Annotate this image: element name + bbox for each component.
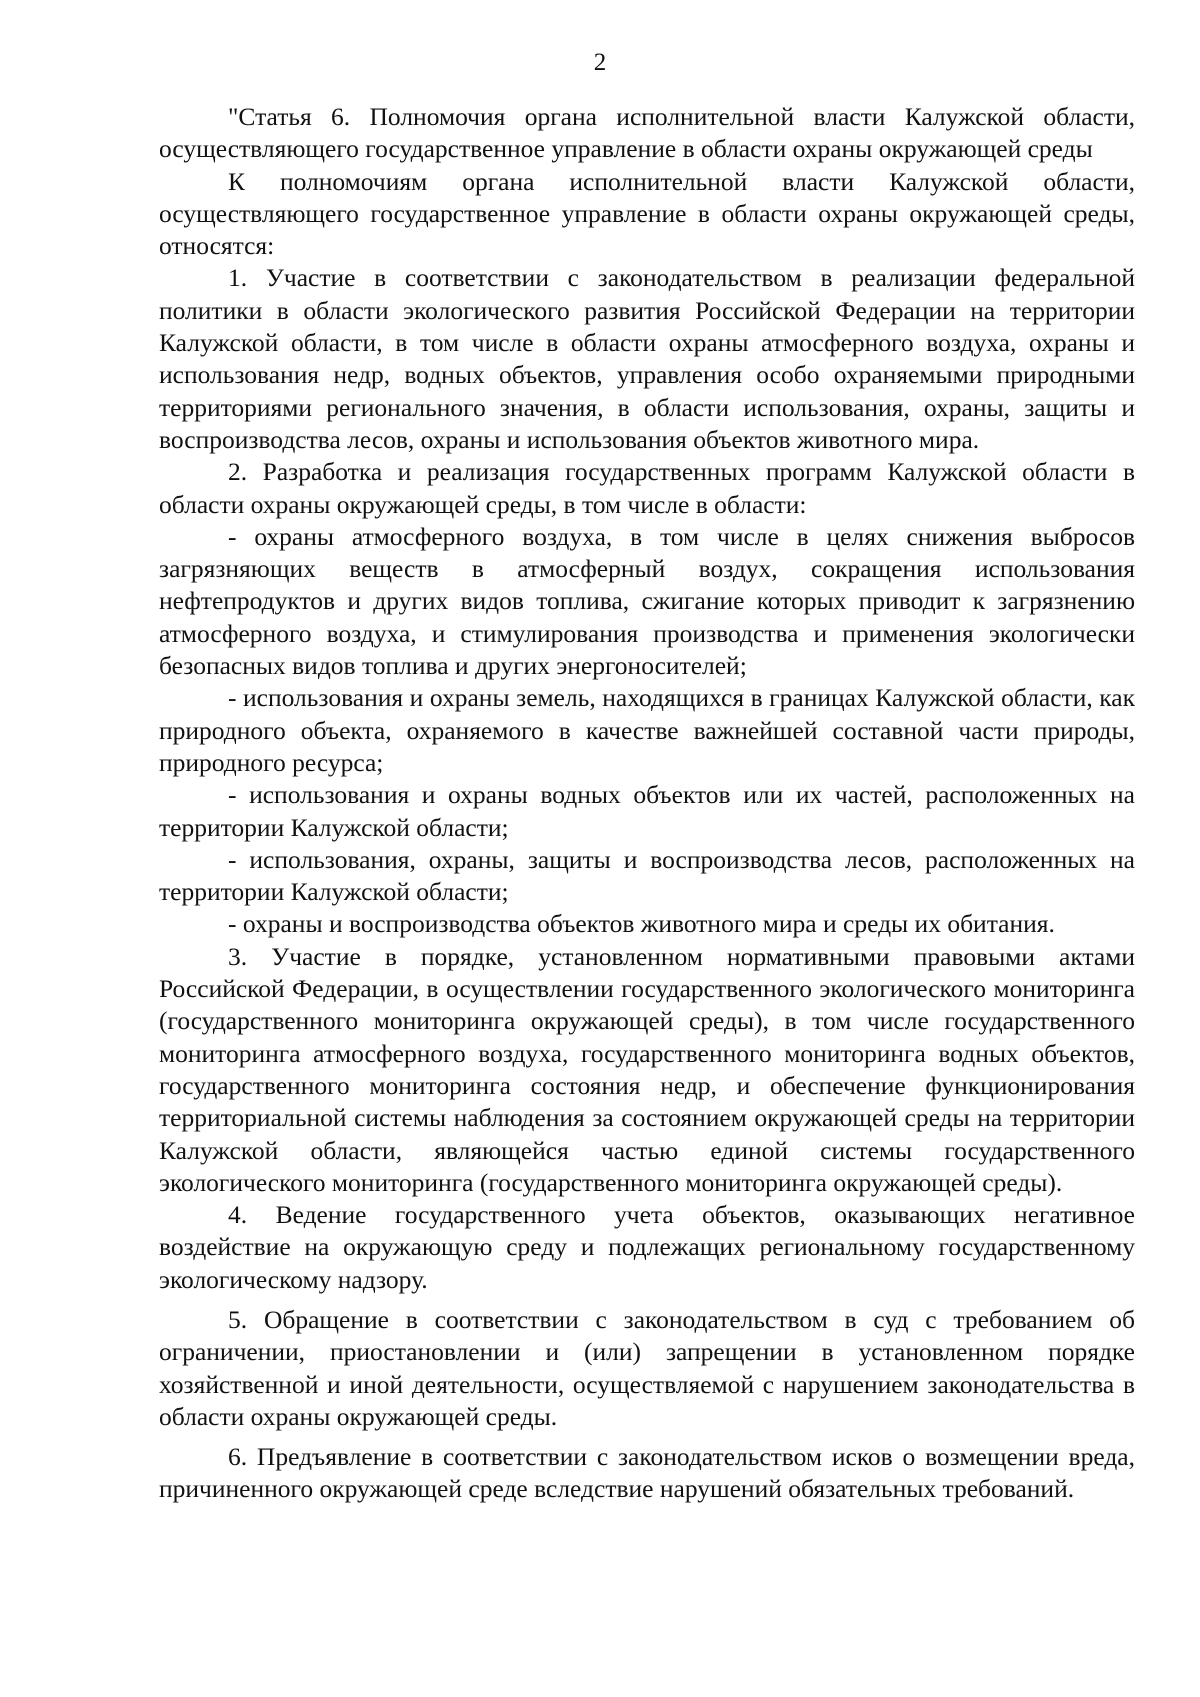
- paragraph-4: 4. Ведение государственного учета объектов, оказывающих негативное воздействие на окружающую среду и подлежащих региональному государственному экологическому надзору.: [159, 1200, 1135, 1294]
- article-title: "Статья 6. Полномочия органа исполнительной власти Калужской области, осуществляющего государственное управление в области охраны окружающей среды: [159, 102, 1135, 164]
- paragraph-6: 6. Предъявление в соответствии с законодательством исков о возмещении вреда, причиненного окружающей среде вследствие нарушений обязательных требований.: [159, 1442, 1135, 1504]
- subitem-forests: - использования, охраны, защиты и воспроизводства лесов, расположенных на территории Калужской области;: [159, 844, 1135, 907]
- paragraph-1: 1. Участие в соответствии с законодательством в реализации федеральной политики в области экологического развития Российской Федерации на территории Калужской области, в том числе в области охраны атмосферного воздуха, охраны и использования недр, водных объектов, управления особо охраняемыми природными территориями регионального значения, в области использования, охраны, защиты и воспроизводства лесов, охраны и использования объектов животного мира.: [159, 263, 1135, 454]
- subitem-fauna: - охраны и воспроизводства объектов животного мира и среды их обитания.: [228, 909, 1055, 939]
- article-intro: К полномочиям органа исполнительной власти Калужской области, осуществляющего государственное управление в области охраны окружающей среды, относятся:: [159, 166, 1135, 261]
- paragraph-3: 3. Участие в порядке, установленном нормативными правовыми актами Российской Федерации, в осуществлении государственного экологического мониторинга (государственного мониторинга окружающей среды), в том числе государственного мониторинга атмосферного воздуха, государственного мониторинга водных объектов, государственного мониторинга состояния недр, и обеспечение функционирования территориальной системы наблюдения за состоянием окружающей среды на территории Калужской области, являющейся частью единой системы государственного экологического мониторинга (государственного мониторинга окружающей среды).: [159, 941, 1135, 1197]
- subitem-land: - использования и охраны земель, находящихся в границах Калужской области, как природного объекта, охраняемого в качестве важнейшей составной части природы, природного ресурса;: [159, 683, 1135, 777]
- document-body: [159, 101, 1135, 1506]
- subitem-air: - охраны атмосферного воздуха, в том числе в целях снижения выбросов загрязняющих веществ в атмосферный воздух, сокращения использования нефтепродуктов и других видов топлива, сжигание которых приводит к загрязнению атмосферного воздуха, и стимулирования производства и применения экологически безопасных видов топлива и других энергоносителей;: [159, 521, 1135, 681]
- page-number: 2: [593, 49, 607, 76]
- paragraph-2: 2. Разработка и реализация государственных программ Калужской области в области охраны окружающей среды, в том числе в области:: [159, 457, 1135, 519]
- subitem-water: - использования и охраны водных объектов или их частей, расположенных на территории Калужской области;: [159, 780, 1135, 842]
- paragraph-5: 5. Обращение в соответствии с законодательством в суд с требованием об ограничении, приостановлении и (или) запрещении в установленном порядке хозяйственной и иной деятельности, осуществляемой с нарушением законодательства в области охраны окружающей среды.: [159, 1304, 1135, 1431]
